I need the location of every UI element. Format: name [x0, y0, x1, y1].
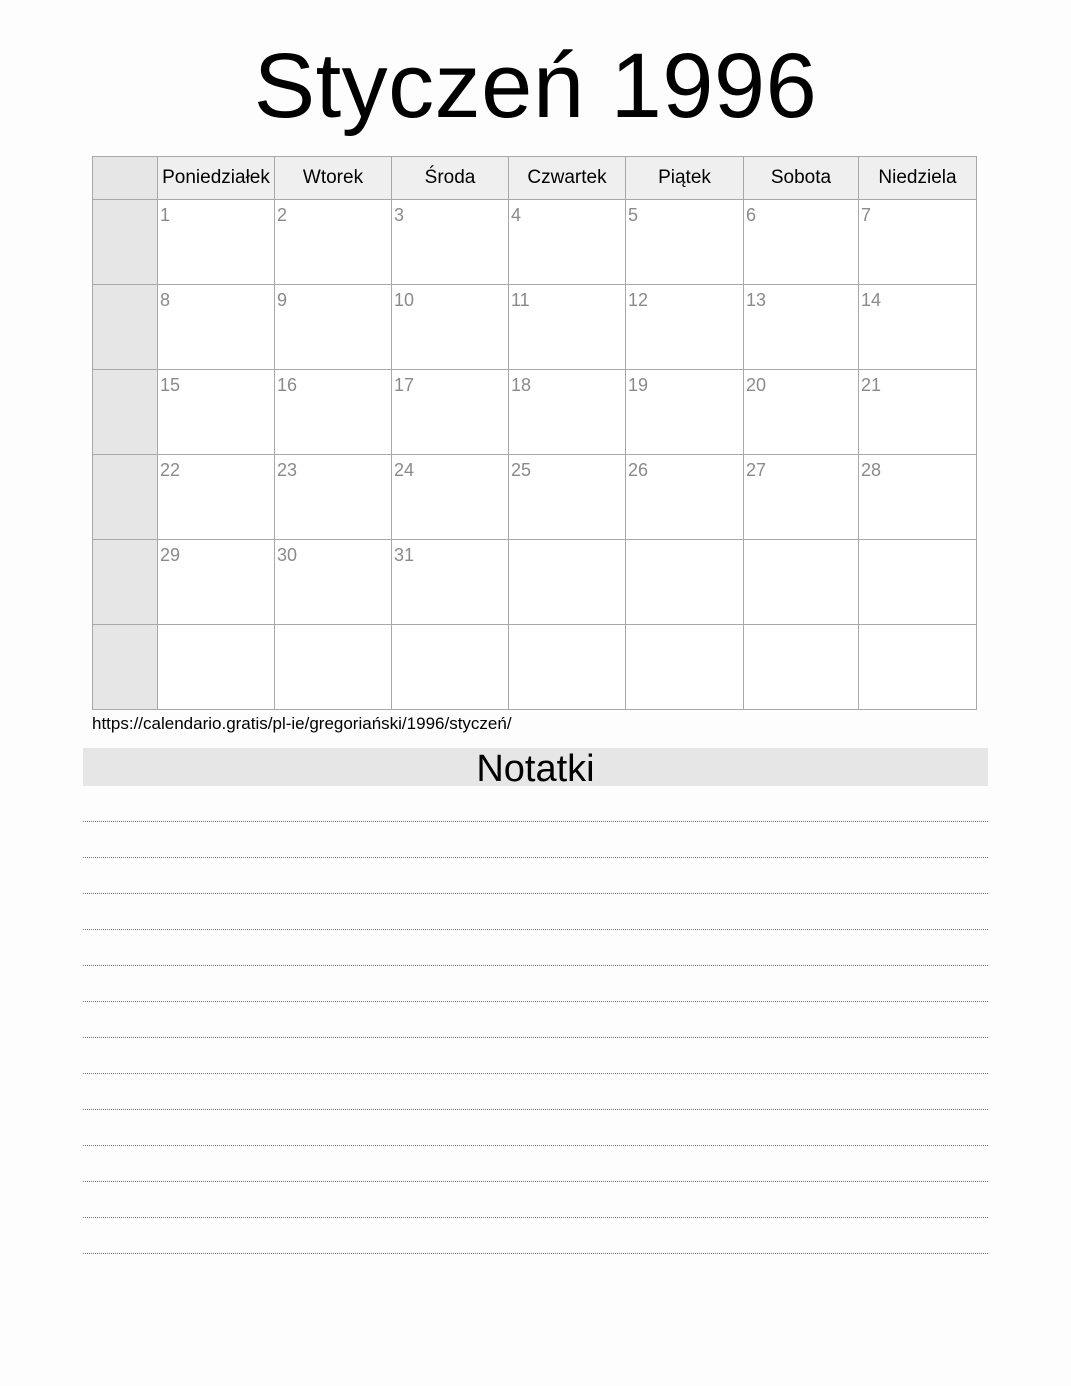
- week-row: [93, 455, 977, 540]
- calendar-grid: [92, 156, 977, 710]
- day-number: [509, 540, 625, 544]
- day-number: 15: [160, 375, 181, 395]
- day-cell[interactable]: [275, 285, 392, 370]
- weekday-header: Poniedziałek: [158, 157, 275, 200]
- note-line[interactable]: [83, 966, 988, 1002]
- day-number: 20: [746, 375, 767, 395]
- day-number: 25: [511, 460, 532, 480]
- day-cell[interactable]: [392, 625, 509, 710]
- day-number: 19: [628, 375, 649, 395]
- day-cell[interactable]: [509, 200, 626, 285]
- day-number: 12: [628, 290, 649, 310]
- day-number: [509, 625, 625, 629]
- week-number-cell: [93, 370, 158, 455]
- day-number: [744, 540, 858, 544]
- day-cell[interactable]: [275, 540, 392, 625]
- day-cell[interactable]: [859, 285, 977, 370]
- day-number: 6: [746, 205, 757, 225]
- note-line[interactable]: [83, 1074, 988, 1110]
- day-cell[interactable]: [509, 285, 626, 370]
- notes-area[interactable]: [83, 786, 988, 1254]
- note-line[interactable]: [83, 1002, 988, 1038]
- day-cell[interactable]: [744, 285, 859, 370]
- day-cell[interactable]: [392, 285, 509, 370]
- day-number: 30: [277, 545, 298, 565]
- day-cell[interactable]: [626, 285, 744, 370]
- day-number: 18: [511, 375, 532, 395]
- notes-heading: Notatki: [83, 748, 988, 786]
- weekday-header: Sobota: [744, 157, 859, 200]
- week-row: [93, 540, 977, 625]
- day-cell[interactable]: [744, 540, 859, 625]
- day-cell[interactable]: [744, 200, 859, 285]
- week-number-header: [93, 157, 158, 200]
- week-number-cell: [93, 200, 158, 285]
- day-number: [392, 625, 508, 629]
- week-number-cell: [93, 285, 158, 370]
- week-row: [93, 625, 977, 710]
- day-number: 16: [277, 375, 298, 395]
- day-number: [859, 540, 976, 544]
- day-cell[interactable]: [275, 200, 392, 285]
- note-line[interactable]: [83, 1110, 988, 1146]
- day-number: 8: [160, 290, 171, 310]
- weekday-header-row: [93, 157, 977, 200]
- weekday-header: Czwartek: [509, 157, 626, 200]
- day-cell[interactable]: [859, 625, 977, 710]
- day-cell[interactable]: [626, 200, 744, 285]
- day-number: 31: [394, 545, 415, 565]
- day-number: 5: [628, 205, 639, 225]
- day-number: [859, 625, 976, 629]
- day-number: 1: [160, 205, 171, 225]
- note-line[interactable]: [83, 1038, 988, 1074]
- day-cell[interactable]: [859, 540, 977, 625]
- day-cell[interactable]: [158, 200, 275, 285]
- day-number: 10: [394, 290, 415, 310]
- note-line[interactable]: [83, 1182, 988, 1218]
- day-number: 7: [861, 205, 872, 225]
- day-cell[interactable]: [859, 200, 977, 285]
- day-number: 23: [277, 460, 298, 480]
- day-cell[interactable]: [509, 540, 626, 625]
- week-row: [93, 200, 977, 285]
- note-line[interactable]: [83, 822, 988, 858]
- day-cell[interactable]: [744, 370, 859, 455]
- day-cell[interactable]: [859, 455, 977, 540]
- note-line[interactable]: [83, 930, 988, 966]
- calendar-title: Styczeń 1996: [253, 35, 818, 137]
- day-cell[interactable]: [158, 455, 275, 540]
- day-cell[interactable]: [275, 370, 392, 455]
- day-number: 22: [160, 460, 181, 480]
- day-cell[interactable]: [859, 370, 977, 455]
- note-line[interactable]: [83, 786, 988, 822]
- day-number: 21: [861, 375, 882, 395]
- weekday-header: Piątek: [626, 157, 744, 200]
- day-cell[interactable]: [509, 455, 626, 540]
- source-url[interactable]: https://calendario.gratis/pl-ie/gregoriański/1996/styczeń/: [92, 714, 512, 733]
- day-number: 28: [861, 460, 882, 480]
- week-number-cell: [93, 625, 158, 710]
- note-line[interactable]: [83, 894, 988, 930]
- day-number: 17: [394, 375, 415, 395]
- day-cell[interactable]: [509, 625, 626, 710]
- day-cell[interactable]: [626, 455, 744, 540]
- day-cell[interactable]: [158, 285, 275, 370]
- day-number: [158, 625, 274, 629]
- week-row: [93, 285, 977, 370]
- day-cell[interactable]: [392, 540, 509, 625]
- day-cell[interactable]: [744, 455, 859, 540]
- day-cell[interactable]: [392, 370, 509, 455]
- day-number: 9: [277, 290, 288, 310]
- day-cell[interactable]: [275, 625, 392, 710]
- day-number: 29: [160, 545, 181, 565]
- day-cell[interactable]: [392, 200, 509, 285]
- week-number-cell: [93, 540, 158, 625]
- day-number: 3: [394, 205, 405, 225]
- day-number: 13: [746, 290, 767, 310]
- day-cell[interactable]: [275, 455, 392, 540]
- day-number: 27: [746, 460, 767, 480]
- day-cell[interactable]: [626, 370, 744, 455]
- day-number: [744, 625, 858, 629]
- day-number: 24: [394, 460, 415, 480]
- weekday-header: Niedziela: [859, 157, 977, 200]
- note-line[interactable]: [83, 1146, 988, 1182]
- day-cell[interactable]: [626, 540, 744, 625]
- day-number: [275, 625, 391, 629]
- day-number: 2: [277, 205, 288, 225]
- day-number: [626, 625, 743, 629]
- day-cell[interactable]: [158, 370, 275, 455]
- note-line[interactable]: [83, 858, 988, 894]
- day-cell[interactable]: [744, 625, 859, 710]
- day-cell[interactable]: [158, 540, 275, 625]
- day-number: [626, 540, 743, 544]
- note-line[interactable]: [83, 1218, 988, 1254]
- day-cell[interactable]: [158, 625, 275, 710]
- day-cell[interactable]: [392, 455, 509, 540]
- week-row: [93, 370, 977, 455]
- day-number: 26: [628, 460, 649, 480]
- day-number: 11: [511, 290, 530, 310]
- day-number: 14: [861, 290, 882, 310]
- weekday-header: Środa: [392, 157, 509, 200]
- day-cell[interactable]: [626, 625, 744, 710]
- weekday-header: Wtorek: [275, 157, 392, 200]
- week-number-cell: [93, 455, 158, 540]
- day-cell[interactable]: [509, 370, 626, 455]
- day-number: 4: [511, 205, 522, 225]
